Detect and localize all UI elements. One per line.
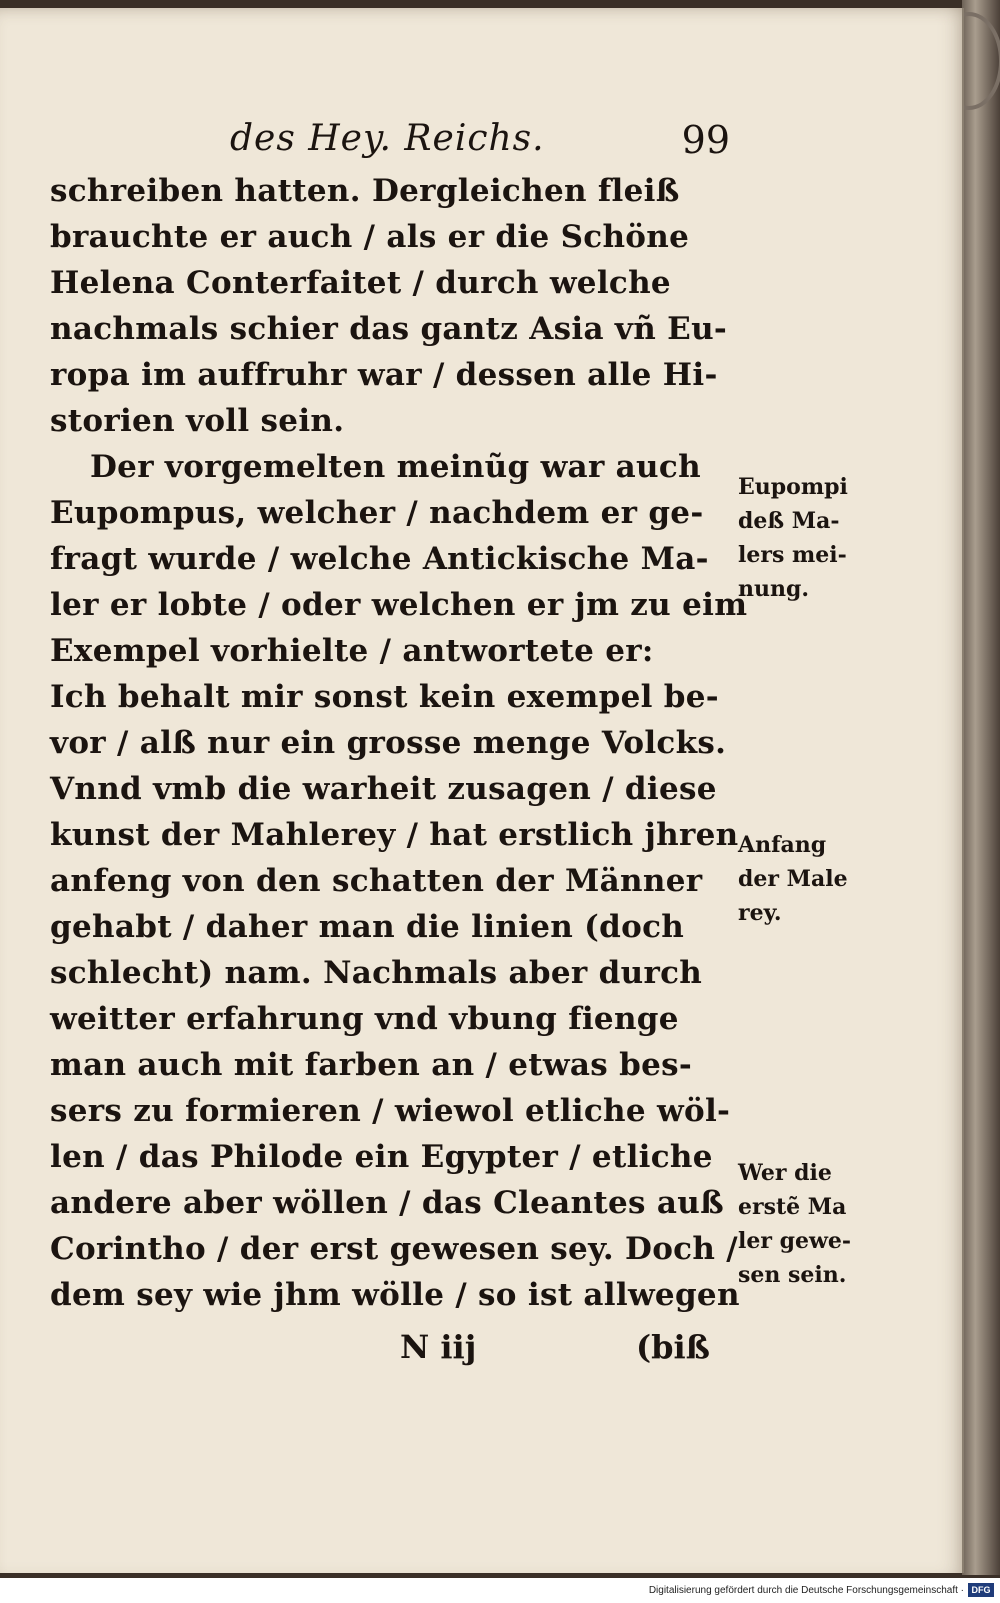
margin-note-line: Anfang	[738, 832, 827, 858]
margin-note-line: sen sein.	[738, 1262, 847, 1288]
digitization-footer	[0, 1578, 1000, 1603]
text-line: man auch mit farben an / etwas bes-	[50, 1047, 693, 1083]
margin-note-line: deß Ma-	[738, 508, 840, 534]
margin-note-line: nung.	[738, 576, 810, 602]
text-line: anfeng von den schatten der Männer	[50, 863, 703, 899]
text-line: dem sey wie jhm wölle / so ist allwegen	[50, 1277, 740, 1313]
margin-note-line: der Male	[738, 866, 848, 892]
text-line: ropa im auffruhr war / dessen alle Hi-	[50, 357, 718, 393]
page-number: 99	[681, 118, 730, 162]
text-line: ler er lobte / oder welchen er jm zu eim	[50, 587, 748, 623]
text-line: Vnnd vmb die warheit zusagen / diese	[50, 771, 717, 807]
text-line: Der vorgemelten meinũg war auch	[90, 449, 701, 485]
page-header	[50, 118, 730, 162]
text-line: vor / alß nur ein grosse menge Volcks.	[50, 725, 727, 761]
text-line: storien voll sein.	[50, 403, 345, 439]
margin-note-line: ler gewe-	[738, 1228, 852, 1254]
book-page	[0, 8, 964, 1573]
book-binding-edge	[962, 0, 1000, 1575]
text-line: kunst der Mahlerey / hat erstlich jhren	[50, 817, 739, 853]
margin-note-line: rey.	[738, 900, 782, 926]
text-line: Corintho / der erst gewesen sey. Doch /	[50, 1231, 738, 1267]
margin-note-line: lers mei-	[738, 542, 847, 568]
text-line: sers zu formieren / wiewol etliche wöl-	[50, 1093, 731, 1129]
text-line: schlecht) nam. Nachmals aber durch	[50, 955, 703, 991]
running-head: des Hey. Reichs.	[230, 118, 545, 159]
digitization-note: Digitalisierung gefördert durch die Deutsche Forschungsgemeinschaft ·	[648, 1585, 964, 1596]
text-line: schreiben hatten. Dergleichen fleiß	[50, 173, 680, 209]
body-text	[50, 168, 748, 1318]
text-line: gehabt / daher man die linien (doch	[50, 909, 685, 945]
margin-note-line: Wer die	[738, 1160, 832, 1186]
text-line: nachmals schier das gantz Asia vñ Eu-	[50, 311, 728, 347]
text-line: len / das Philode ein Egypter / etliche	[50, 1139, 713, 1175]
margin-note-anfang	[738, 828, 888, 930]
signature-mark: N iij	[400, 1328, 477, 1366]
catchword: (biß	[636, 1328, 710, 1366]
text-line: fragt wurde / welche Antickische Ma-	[50, 541, 709, 577]
margin-note-line: erstẽ Ma	[738, 1194, 847, 1220]
text-line: Eupompus, welcher / nachdem er ge-	[50, 495, 704, 531]
dfg-logo: DFG	[968, 1583, 994, 1597]
margin-note-eupompus	[738, 470, 888, 606]
text-line: andere aber wöllen / das Cleantes auß	[50, 1185, 724, 1221]
text-line: weitter erfahrung vnd vbung fienge	[50, 1001, 679, 1037]
text-line: brauchte er auch / als er die Schöne	[50, 219, 690, 255]
margin-note-erste-maler	[738, 1156, 888, 1292]
text-line: Ich behalt mir sonst kein exempel be-	[50, 679, 719, 715]
text-line: Helena Conterfaitet / durch welche	[50, 265, 671, 301]
margin-note-line: Eupompi	[738, 474, 848, 500]
text-line: Exempel vorhielte / antwortete er:	[50, 633, 654, 669]
